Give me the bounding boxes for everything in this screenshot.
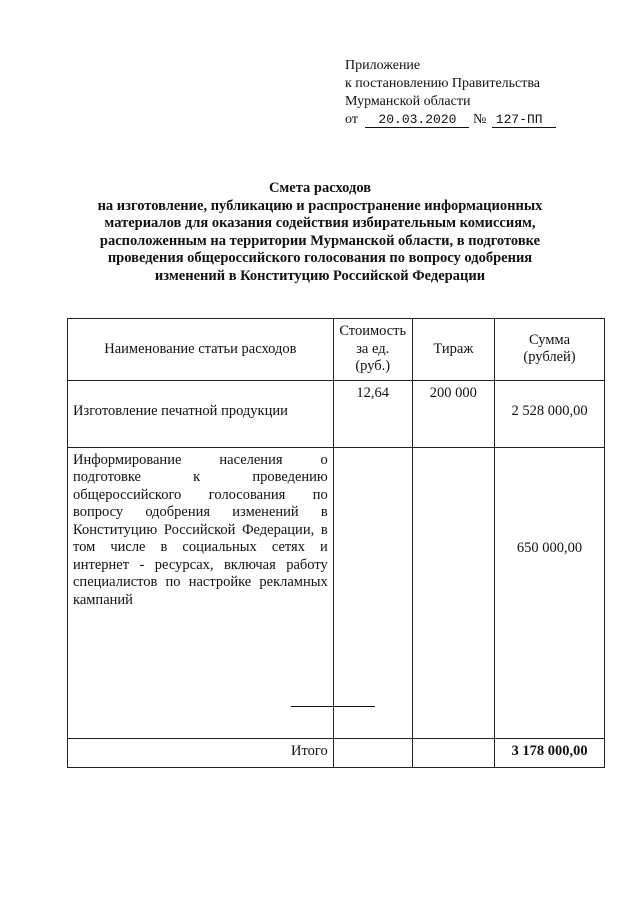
row-1-circulation: 200 000 [412, 380, 494, 447]
table-header-row [68, 319, 605, 381]
resolution-date: 20.03.2020 [365, 112, 469, 128]
number-prefix: № [472, 112, 487, 127]
row-2-amount: 650 000,00 [495, 447, 605, 738]
table-total-row [68, 738, 605, 767]
appendix-date-line [345, 111, 556, 129]
row-2-unit-cost [333, 447, 412, 738]
header-circulation: Тираж [412, 319, 494, 381]
row-2-name: Информирование населения о подготовке к проведению общероссийского голосования по вопросу одобрения изменений в Конституцию Российской Федерации, в том числе в социальных сетях и интернет - ресурсах, включая работу специалистов по настройке рекламных кампаний [68, 447, 334, 738]
title-line-5: изменений в Конституцию Российской Федерации [154, 267, 486, 284]
title-line-2: материалов для оказания содействия избирательным комиссиям, [104, 215, 536, 231]
header-amount-line-1: Сумма [528, 331, 571, 348]
expense-table [67, 318, 605, 768]
total-label: Итого [68, 738, 334, 767]
header-name: Наименование статьи расходов [68, 319, 334, 381]
title-main: Смета расходов [268, 180, 372, 196]
title-line-4: проведения общероссийского голосования по вопросу одобрения [107, 250, 533, 266]
header-amount-line-2: (рублей) [523, 349, 576, 366]
total-unit-cost-empty [333, 738, 412, 767]
table-row [68, 447, 605, 738]
appendix-title: Приложение [345, 58, 421, 73]
header-amount [495, 319, 605, 381]
appendix-region: Мурманской области [345, 94, 471, 109]
appendix-block [345, 57, 556, 129]
resolution-number: 127-ПП [492, 112, 556, 128]
header-unit-cost-line-1: Стоимость [339, 323, 407, 339]
row-1-amount: 2 528 000,00 [495, 380, 605, 447]
total-circulation-empty [412, 738, 494, 767]
total-amount: 3 178 000,00 [495, 738, 605, 767]
table-row [68, 380, 605, 447]
end-divider [291, 706, 375, 707]
appendix-resolution-ref: к постановлению Правительства [345, 76, 541, 91]
date-prefix: от [345, 112, 358, 127]
title-line-3: расположенным на территории Мурманской области, в подготовке [99, 232, 541, 249]
row-2-circulation [412, 447, 494, 738]
document-title [60, 180, 580, 285]
header-unit-cost-line-2: за ед. [356, 340, 390, 357]
row-1-name: Изготовление печатной продукции [68, 380, 334, 447]
header-unit-cost [333, 319, 412, 381]
row-1-unit-cost: 12,64 [333, 380, 412, 447]
title-line-1: на изготовление, публикацию и распространение информационных [97, 197, 543, 214]
header-unit-cost-line-3: (руб.) [355, 358, 391, 374]
